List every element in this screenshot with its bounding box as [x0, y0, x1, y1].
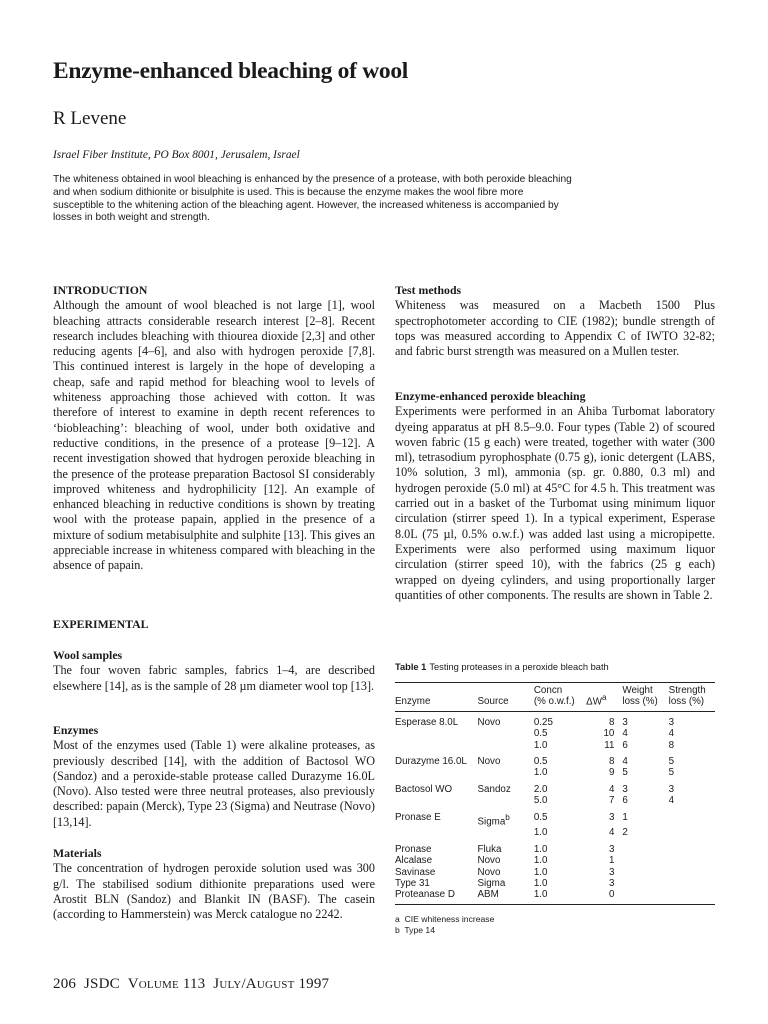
cell-strength-loss-text: 5	[668, 756, 675, 768]
cell-strength-loss	[669, 711, 715, 728]
table-row	[395, 839, 715, 855]
cell-enzyme	[395, 855, 478, 866]
cell-source	[478, 878, 534, 889]
cell-source	[478, 889, 534, 904]
cell-weight-loss-text: 4	[622, 728, 628, 740]
cell-weight-loss	[622, 740, 668, 751]
cell-delta-w	[586, 839, 622, 855]
cell-concn	[534, 827, 586, 838]
test-methods-heading: Test methods	[395, 283, 462, 297]
cell-source-text: Sigma	[477, 877, 506, 889]
header-enzyme: Enzyme	[395, 683, 478, 712]
cell-enzyme-text: Proteanase D	[395, 889, 455, 901]
section-materials	[53, 846, 375, 922]
cell-strength-loss	[669, 767, 715, 778]
cell-concn	[534, 878, 586, 889]
cell-weight-loss	[622, 779, 668, 795]
section-test-methods	[395, 283, 715, 359]
cell-concn-text: 0.5	[533, 811, 548, 823]
cell-delta-w-text: 8	[608, 716, 615, 728]
table-row	[395, 728, 715, 739]
enzymes-heading: Enzymes	[53, 723, 99, 737]
test-methods-text: Whiteness was measured on a Macbeth 1500 Plus spectrophotometer according to CIE (1982); bundle strength of tops was measured according to Appendix C of IWTO 32-82; and fabric burst strength was measured on a Mullen tester.	[395, 298, 715, 359]
cell-weight-loss	[622, 767, 668, 778]
cell-delta-w	[586, 867, 622, 878]
cell-weight-loss	[622, 751, 668, 767]
cell-source-text: Fluka	[477, 843, 502, 855]
cell-source-text: ABM	[477, 889, 499, 901]
cell-concn-text: 0.5	[533, 728, 548, 740]
cell-concn	[534, 779, 586, 795]
header-weight-line1: Weight	[622, 685, 653, 696]
header-delta-w-text: ΔW	[586, 696, 602, 708]
cell-weight-loss	[622, 711, 668, 728]
cell-source-text: Sandoz	[477, 783, 511, 795]
cell-concn-text: 1.0	[533, 739, 548, 751]
cell-delta-w	[586, 711, 622, 728]
cell-delta-w-text: 11	[604, 739, 615, 751]
cell-delta-w	[586, 740, 622, 751]
header-delta-w-sup: a	[601, 693, 607, 703]
table-row	[395, 740, 715, 751]
table1-caption	[395, 662, 609, 672]
cell-enzyme-text: Alcalase	[395, 855, 433, 867]
cell-weight-loss	[622, 889, 668, 904]
peroxide-text: Experiments were performed in an Ahiba Turbomat laboratory dyeing apparatus at pH 8.5–9.0. Four types (Table 2) of scoured woven fabric (15 g each) were treated, together with water (300 ml), tetrasodium pyrophosphate (0.75 g), ionic detergent (LABS, 10% solution, 3 ml), ammonia (sp. gr. 0.880, 0.3 ml) and hydrogen peroxide (5.0 ml) at 45°C for 4.5 h. This treatment was carried out in a basket of the Turbomat using minimum liquor circulation (stirrer speed 1). In a typical experiment, Esperase 8.0L (75 µl, 0.5% o.w.f.) was added last using a micropipette. Experiments were also performed using maximum liquor circulation (stirrer speed 10), with the fabrics (25 g each) wrapped on dyeing cylinders, and using proportionally larger quantities of other components. The results are shown in Table 2.	[395, 404, 715, 602]
cell-delta-w-text: 9	[608, 767, 615, 779]
article-title: Enzyme-enhanced bleaching of wool	[53, 58, 409, 84]
cell-concn-text: 1.0	[533, 767, 548, 779]
cell-weight-loss	[622, 795, 668, 806]
cell-concn	[534, 889, 586, 904]
cell-delta-w-text: 8	[608, 756, 615, 768]
table1-footnote-a	[395, 914, 494, 924]
cell-enzyme-text: Bactosol WO	[395, 783, 453, 795]
header-strength-loss	[669, 683, 715, 712]
cell-concn	[534, 807, 586, 828]
cell-delta-w	[586, 807, 622, 828]
table1-label: Table 1	[395, 662, 427, 672]
cell-source	[478, 711, 534, 728]
cell-weight-loss-text: 3	[622, 783, 628, 795]
cell-source-text: Novo	[477, 866, 501, 878]
cell-strength-loss	[669, 889, 715, 904]
cell-enzyme	[395, 867, 478, 878]
cell-strength-loss-text: 8	[668, 739, 675, 751]
cell-enzyme	[395, 827, 478, 838]
cell-delta-w-text: 4	[608, 783, 615, 795]
cell-source-text: Novo	[477, 855, 501, 867]
cell-concn	[534, 767, 586, 778]
table-row	[395, 889, 715, 904]
peroxide-heading: Enzyme-enhanced peroxide bleaching	[395, 389, 586, 403]
cell-concn	[534, 740, 586, 751]
cell-weight-loss	[622, 807, 668, 828]
table1-body	[395, 711, 715, 904]
cell-concn-text: 2.0	[533, 783, 548, 795]
cell-source-text: Novo	[477, 716, 501, 728]
cell-concn-text: 1.0	[533, 866, 548, 878]
section-peroxide-bleaching	[395, 389, 715, 603]
cell-weight-loss-text: 2	[622, 827, 628, 839]
cell-source	[478, 867, 534, 878]
cell-source	[478, 751, 534, 767]
header-weight-loss	[622, 683, 668, 712]
cell-weight-loss	[622, 839, 668, 855]
cell-concn	[534, 839, 586, 855]
footnote-b-mark: b	[395, 925, 400, 935]
journal-name: JSDC	[84, 976, 120, 992]
introduction-heading: INTRODUCTION	[53, 283, 148, 297]
cell-concn	[534, 795, 586, 806]
cell-enzyme	[395, 751, 478, 767]
cell-delta-w-text: 3	[608, 811, 615, 823]
cell-weight-loss	[622, 878, 668, 889]
cell-weight-loss	[622, 855, 668, 866]
cell-source	[478, 839, 534, 855]
cell-concn-text: 5.0	[533, 795, 548, 807]
cell-concn-text: 0.5	[533, 756, 548, 768]
footnote-a-mark: a	[395, 914, 400, 924]
cell-strength-loss	[669, 867, 715, 878]
header-concn-line1: Concn	[533, 685, 563, 696]
header-strength-line2: loss (%)	[668, 696, 705, 708]
cell-concn	[534, 855, 586, 866]
header-strength-line1: Strength	[668, 685, 706, 696]
cell-enzyme-text: Pronase	[395, 843, 432, 855]
table-row	[395, 878, 715, 889]
table1-caption-text: Testing proteases in a peroxide bleach bath	[429, 662, 609, 672]
table-row	[395, 779, 715, 795]
header-weight-line2: loss (%)	[622, 696, 658, 708]
cell-strength-loss-text: 4	[668, 795, 675, 807]
header-source: Source	[478, 683, 534, 712]
table-row	[395, 867, 715, 878]
affiliation: Israel Fiber Institute, PO Box 8001, Jerusalem, Israel	[53, 149, 300, 161]
cell-strength-loss	[669, 827, 715, 838]
volume-label: Volume	[127, 976, 179, 992]
cell-enzyme	[395, 779, 478, 795]
cell-concn	[534, 711, 586, 728]
header-delta-w	[586, 683, 622, 712]
cell-concn	[534, 867, 586, 878]
cell-concn-text: 0.25	[533, 716, 553, 728]
cell-enzyme	[395, 889, 478, 904]
table-row	[395, 855, 715, 866]
section-wool-samples	[53, 648, 375, 694]
cell-strength-loss-text: 3	[668, 716, 675, 728]
cell-delta-w	[586, 728, 622, 739]
cell-strength-loss	[669, 740, 715, 751]
cell-source-text: Sigma	[477, 815, 506, 827]
cell-strength-loss	[669, 795, 715, 806]
cell-strength-loss	[669, 779, 715, 795]
header-concn-line2: (% o.w.f.)	[533, 696, 575, 708]
experimental-heading: EXPERIMENTAL	[53, 617, 149, 631]
page-number: 206	[53, 976, 77, 992]
page-footer	[53, 976, 329, 993]
cell-delta-w-text: 1	[608, 855, 615, 867]
cell-enzyme-text: Durazyme 16.0L	[395, 756, 467, 768]
cell-weight-loss-text: 6	[622, 739, 628, 751]
cell-enzyme	[395, 767, 478, 778]
cell-delta-w-text: 3	[608, 866, 615, 878]
table1-header-row	[395, 683, 715, 712]
cell-enzyme	[395, 839, 478, 855]
cell-concn-text: 1.0	[533, 827, 548, 839]
abstract: The whiteness obtained in wool bleaching is enhanced by the presence of a protease, with both peroxide bleaching and when sodium dithionite or bisulphite is used. This is because the enzyme makes the wool fibre more susceptible to the whitening action of the bleaching agent. However, the increased whiteness is accompanied by losses in both weight and strength.	[53, 174, 572, 224]
cell-concn	[534, 751, 586, 767]
wool-samples-text: The four woven fabric samples, fabrics 1–4, are described elsewhere [14], as is the sample of 28 µm diameter wool top [13].	[53, 663, 375, 693]
cell-source	[478, 795, 534, 806]
cell-strength-loss	[669, 839, 715, 855]
cell-source	[478, 728, 534, 739]
cell-delta-w	[586, 779, 622, 795]
cell-concn-text: 1.0	[533, 889, 548, 901]
materials-text: The concentration of hydrogen peroxide solution used was 300 g/l. The stabilised sodium dithionite preparations used were Arostit BLN (Sandoz) and Blankit IN (BASF). The casein (according to Hammerstein) was Merck catalogue no 2242.	[53, 861, 375, 922]
cell-strength-loss	[669, 807, 715, 828]
header-concn	[534, 683, 586, 712]
materials-heading: Materials	[53, 846, 102, 860]
cell-delta-w	[586, 878, 622, 889]
cell-weight-loss	[622, 827, 668, 838]
enzymes-text: Most of the enzymes used (Table 1) were alkaline proteases, as previously described [14], with the addition of Bactosol WO (Sandoz) and a peroxide-stable protease called Durazyme 16.0L (Novo). Also tested were three neutral proteases, also previously described: papain (Merck), Type 23 (Sigma) and Neutrase (Novo) [13,14].	[53, 738, 375, 829]
cell-delta-w-text: 7	[608, 795, 615, 807]
cell-enzyme	[395, 807, 478, 828]
cell-delta-w-text: 4	[608, 827, 615, 839]
table-row	[395, 827, 715, 838]
cell-enzyme-text: Savinase	[395, 866, 436, 878]
cell-concn-text: 1.0	[533, 843, 548, 855]
footnote-a-text: CIE whiteness increase	[404, 914, 495, 924]
introduction-text: Although the amount of wool bleached is not large [1], wool bleaching attracts considerable research interest [2–8]. Recent research includes bleaching with thiourea dioxide [2,3] and other reducing agents [4–6], and also with hydrogen peroxide [7,8]. This continued interest is largely in the hope of developing a cheap, safe and rapid method for bleaching wool to levels of whiteness approaching those achieved with cotton. It was therefore of interest to examine in depth recent references to ‘biobleaching’: bleaching of wool, under both oxidative and reductive conditions, in the presence of a protease [9–12]. A recent investigation showed that hydrogen peroxide bleaching in the presence of the protease preparation Bactosol SI considerably improved whiteness and hydrophilicity [12]. An example of enhanced bleaching in reductive conditions is shown by treating wool with the protease papain, applied in the presence of a mixture of sodium metabisulphite and sulphite [13]. This gives an appreciable increase in whiteness compared with bleaching in the absence of papain.	[53, 298, 375, 573]
cell-delta-w-text: 0	[608, 889, 615, 901]
table-row	[395, 767, 715, 778]
cell-concn	[534, 728, 586, 739]
wool-samples-heading: Wool samples	[53, 648, 123, 662]
cell-strength-loss	[669, 751, 715, 767]
cell-strength-loss	[669, 728, 715, 739]
cell-delta-w	[586, 751, 622, 767]
cell-strength-loss-text: 4	[668, 728, 675, 740]
section-enzymes	[53, 723, 375, 830]
cell-enzyme	[395, 795, 478, 806]
cell-source	[478, 855, 534, 866]
cell-concn-text: 1.0	[533, 877, 548, 889]
cell-delta-w	[586, 855, 622, 866]
table-row	[395, 711, 715, 728]
cell-source	[478, 807, 534, 828]
cell-delta-w	[586, 827, 622, 838]
cell-source	[478, 740, 534, 751]
cell-weight-loss-text: 1	[622, 811, 628, 823]
cell-delta-w-text: 10	[603, 728, 615, 740]
cell-source	[478, 767, 534, 778]
cell-strength-loss	[669, 855, 715, 866]
cell-strength-loss	[669, 878, 715, 889]
table1-footnote-b	[395, 925, 435, 935]
cell-source-text: Novo	[477, 756, 501, 768]
cell-weight-loss-text: 6	[622, 795, 628, 807]
cell-strength-loss-text: 5	[668, 767, 675, 779]
table-row	[395, 795, 715, 806]
cell-source	[478, 779, 534, 795]
cell-delta-w	[586, 889, 622, 904]
footnote-b-text: Type 14	[404, 925, 435, 935]
sigma-footnote-sup: b	[505, 812, 510, 822]
cell-enzyme	[395, 740, 478, 751]
cell-enzyme-text: Pronase E	[395, 811, 441, 823]
cell-enzyme	[395, 711, 478, 728]
cell-weight-loss-text: 4	[622, 756, 628, 768]
cell-delta-w	[586, 767, 622, 778]
issue-date: July/August 1997	[213, 976, 330, 992]
cell-enzyme-text: Type 31	[395, 877, 430, 889]
table-row	[395, 807, 715, 828]
cell-delta-w-text: 3	[608, 877, 615, 889]
cell-enzyme-text: Esperase 8.0L	[395, 716, 459, 728]
cell-source	[478, 827, 534, 838]
cell-concn-text: 1.0	[533, 855, 548, 867]
section-introduction	[53, 283, 375, 574]
section-experimental	[53, 617, 375, 632]
cell-strength-loss-text: 3	[668, 783, 675, 795]
cell-weight-loss	[622, 728, 668, 739]
cell-weight-loss-text: 3	[622, 716, 628, 728]
cell-weight-loss-text: 5	[622, 767, 628, 779]
table1	[395, 682, 715, 905]
cell-weight-loss	[622, 867, 668, 878]
author: R Levene	[53, 108, 127, 129]
volume-number: 113	[182, 976, 206, 992]
table-row	[395, 751, 715, 767]
cell-delta-w	[586, 795, 622, 806]
cell-enzyme	[395, 878, 478, 889]
cell-enzyme	[395, 728, 478, 739]
cell-delta-w-text: 3	[608, 843, 615, 855]
